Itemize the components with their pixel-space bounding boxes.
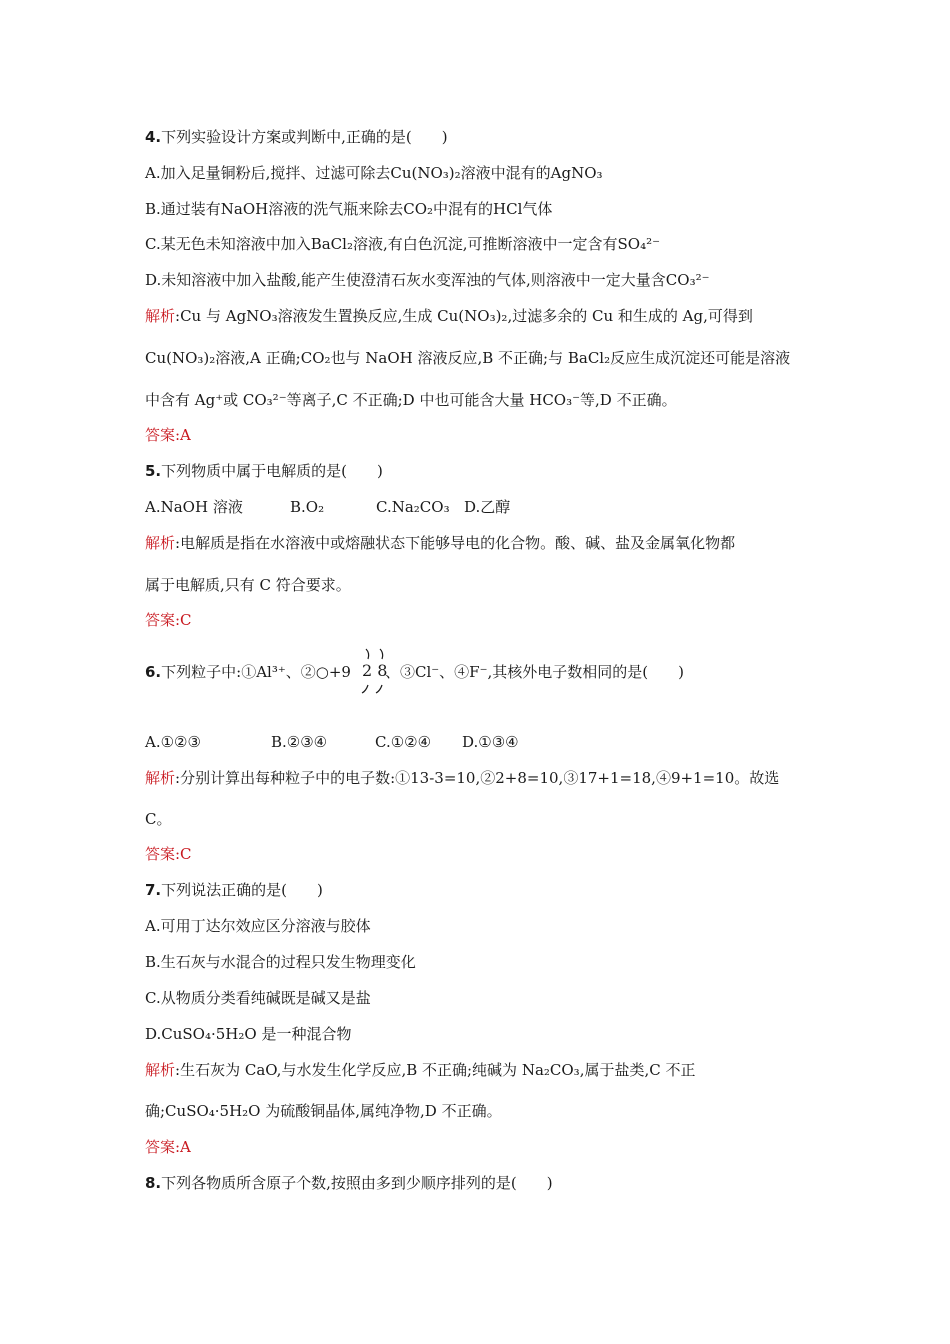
- q7-analysis-line-1: [145, 1060, 808, 1080]
- q6-analysis-label: 解析: [145, 769, 176, 787]
- q6-analysis-line-1: [145, 768, 808, 788]
- q7-option-a: A.可用丁达尔效应区分溶液与胶体: [145, 917, 371, 935]
- q6-option-d: D.①③④: [462, 733, 519, 751]
- q7-option-d: D.CuSO₄·5H₂O 是一种混合物: [145, 1025, 352, 1043]
- q5-option-c: C.Na₂CO₃: [376, 498, 450, 516]
- q7-analysis-label: 解析: [145, 1061, 176, 1079]
- q6-number: 6.: [145, 663, 162, 681]
- q5-stem: [145, 461, 808, 481]
- q7-analysis-line-2: 确;CuSO₄·5H₂O 为硫酸铜晶体,属纯净物,D 不正确。: [145, 1102, 502, 1120]
- q5-option-d: D.乙醇: [464, 498, 511, 516]
- q6-option-b: B.②③④: [271, 733, 328, 751]
- q4-analysis-label: 解析: [145, 307, 176, 325]
- q6-analysis-line-2: C。: [145, 810, 172, 828]
- q7-stem-text: 下列说法正确的是( ): [161, 881, 323, 899]
- atom-shell-electrons: 2 8: [362, 661, 388, 680]
- q7-option-b: B.生石灰与水混合的过程只发生物理变化: [145, 953, 416, 971]
- q6-stem: [145, 662, 808, 682]
- q4-analysis-line-3: 中含有 Ag⁺或 CO₃²⁻等离子,C 不正确;D 中也可能含大量 HCO₃⁻等,D 不正确。: [145, 391, 677, 409]
- q4-stem: [145, 127, 808, 147]
- q7-option-c: C.从物质分类看纯碱既是碱又是盐: [145, 989, 371, 1007]
- q4-analysis-line-1: [145, 306, 808, 326]
- q7-answer: 答案:A: [145, 1138, 191, 1156]
- q6-answer: 答案:C: [145, 845, 192, 863]
- q4-option-d: D.未知溶液中加入盐酸,能产生使澄清石灰水变浑浊的气体,则溶液中一定大量含CO₃²⁻: [145, 271, 710, 289]
- q7-analysis-text-1: :生石灰为 CaO,与水发生化学反应,B 不正确;纯碱为 Na₂CO₃,属于盐类,C 不正: [175, 1061, 696, 1079]
- q6-options: [145, 732, 808, 752]
- q5-answer: 答案:C: [145, 611, 192, 629]
- q4-option-a: A.加入足量铜粉后,搅拌、过滤可除去Cu(NO₃)₂溶液中混有的AgNO₃: [145, 164, 603, 182]
- q6-option-a: A.①②③: [145, 733, 201, 751]
- q7-stem: [145, 880, 808, 900]
- q5-option-b: B.O₂: [290, 498, 325, 516]
- q5-number: 5.: [145, 462, 162, 480]
- q8-stem-text: 下列各物质所含原子个数,按照由多到少顺序排列的是( ): [161, 1174, 553, 1192]
- q4-analysis-text-1: :Cu 与 AgNO₃溶液发生置换反应,生成 Cu(NO₃)₂,过滤多余的 Cu 和生成的 Ag,可得到: [175, 307, 753, 325]
- q6-option-c: C.①②④: [375, 733, 432, 751]
- q7-number: 7.: [145, 881, 162, 899]
- q4-option-b: B.通过装有NaOH溶液的洗气瓶来除去CO₂中混有的HCl气体: [145, 200, 553, 218]
- q6-stem-text-a: 下列粒子中:①Al³⁺、②○+9: [161, 663, 351, 681]
- q5-stem-text: 下列物质中属于电解质的是( ): [161, 462, 383, 480]
- q6-analysis-text-1: :分别计算出每种粒子中的电子数:①13-3=10,②2+8=10,③17+1=18,④9+1=10。故选: [175, 769, 780, 787]
- q4-stem-text: 下列实验设计方案或判断中,正确的是( ): [161, 128, 448, 146]
- q4-option-c: C.某无色未知溶液中加入BaCl₂溶液,有白色沉淀,可推断溶液中一定含有SO₄²⁻: [145, 235, 661, 253]
- q8-number: 8.: [145, 1174, 162, 1192]
- q8-stem: [145, 1173, 808, 1193]
- fluorine-atom-structure-diagram: [360, 645, 400, 701]
- q6-stem-text-b: 、③Cl⁻、④F⁻,其核外电子数相同的是( ): [384, 663, 684, 681]
- q4-answer: 答案:A: [145, 426, 191, 444]
- q5-options: [145, 497, 808, 517]
- q5-analysis-text-1: :电解质是指在水溶液中或熔融状态下能够导电的化合物。酸、碱、盐及金属氧化物都: [175, 534, 736, 552]
- q5-option-a: A.NaOH 溶液: [145, 498, 243, 516]
- q5-analysis-line-1: [145, 533, 808, 553]
- q5-analysis-line-2: 属于电解质,只有 C 符合要求。: [145, 576, 351, 594]
- q4-analysis-line-2: Cu(NO₃)₂溶液,A 正确;CO₂也与 NaOH 溶液反应,B 不正确;与 BaCl₂反应生成沉淀还可能是溶液: [145, 349, 791, 367]
- q4-number: 4.: [145, 128, 162, 146]
- q5-analysis-label: 解析: [145, 534, 176, 552]
